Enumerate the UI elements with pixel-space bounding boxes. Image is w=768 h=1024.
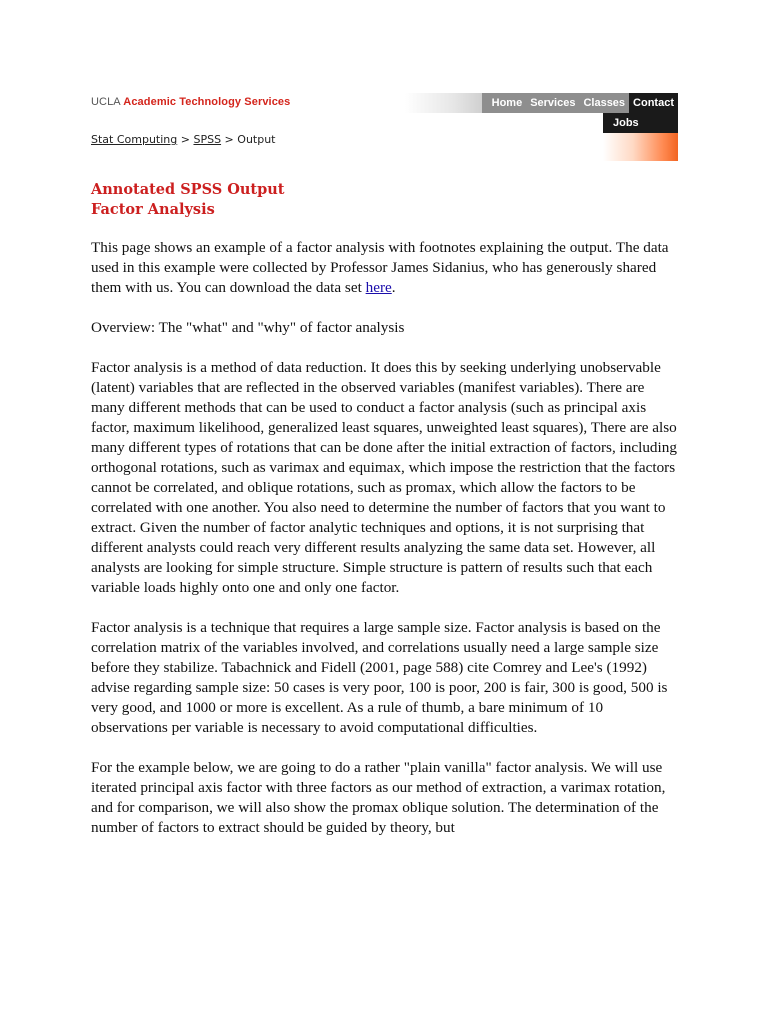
nav-contact-link[interactable]: Contact xyxy=(629,93,678,113)
nav-classes-link[interactable]: Classes xyxy=(583,97,626,109)
breadcrumb-separator: > xyxy=(221,133,238,146)
logo-ucla-text: UCLA xyxy=(91,96,121,108)
paragraph-sample-size: Factor analysis is a technique that requires a large sample size. Factor analysis is based on the correlation matrix of the variables involved, and correlations usually need a large sample size before they stabilize. Tabachnick and Fidell (2001, page 588) cite Comrey and Lee's (1992) advise regarding sample size: 50 cases is very poor, 100 is poor, 200 is fair, 300 is good, 500 is very good, and 1000 or more is excellent. As a rule of thumb, a bare minimum of 10 observations per variable is necessary to avoid computational difficulties. xyxy=(91,619,668,736)
data-download-link[interactable]: here xyxy=(365,279,392,296)
page-title xyxy=(91,180,285,220)
page-title-line2: Factor Analysis xyxy=(91,201,215,218)
intro-paragraph xyxy=(91,238,681,298)
page-title-line1: Annotated SPSS Output xyxy=(91,181,285,198)
nav-services-link[interactable]: Services xyxy=(530,97,576,109)
overview-heading: Overview: The "what" and "why" of factor analysis xyxy=(91,319,405,336)
nav-home-link[interactable]: Home xyxy=(491,97,523,109)
decorative-orange-strip xyxy=(603,133,678,161)
nav-jobs-link[interactable]: Jobs xyxy=(613,117,639,129)
breadcrumb xyxy=(91,133,276,146)
breadcrumb-spss-link[interactable]: SPSS xyxy=(193,133,222,146)
breadcrumb-separator: > xyxy=(177,133,194,146)
article-content xyxy=(91,238,681,858)
ucla-ats-logo[interactable] xyxy=(91,96,290,108)
breadcrumb-stat-computing-link[interactable]: Stat Computing xyxy=(91,133,178,146)
intro-text: This page shows an example of a factor analysis with footnotes explaining the output. The data used in this example were collected by Professor James Sidanius, who has generously shared them with us. You can download the data set xyxy=(91,239,669,296)
top-navigation xyxy=(482,93,678,113)
paragraph-example: For the example below, we are going to do a rather "plain vanilla" factor analysis. We will use iterated principal axis factor with three factors as our method of extraction, a varimax rotation, and for comparison, we will also show the promax oblique solution. The determination of the number of factors to extract should be guided by theory, but xyxy=(91,759,666,836)
jobs-bar xyxy=(603,113,678,133)
intro-text-end: . xyxy=(391,279,396,296)
breadcrumb-current: Output xyxy=(237,133,276,146)
paragraph-method: Factor analysis is a method of data reduction. It does this by seeking underlying unobservable (latent) variables that are reflected in the observed variables (manifest variables). There are many different methods that can be used to conduct a factor analysis (such as principal axis factor, maximum likelihood, generalized least squares, unweighted least squares), There are also many different types of rotations that can be done after the initial extraction of factors, including orthogonal rotations, such as varimax and equimax, which impose the restriction that the factors cannot be correlated, and oblique rotations, such as promax, which allow the factors to be correlated with one another. You also need to determine the number of factors that you want to extract. Given the number of factor analytic techniques and options, it is not surprising that different analysts could reach very different results analyzing the same data set. However, all analysts are looking for simple structure. Simple structure is pattern of results such that each variable loads highly onto one and only one factor. xyxy=(91,359,677,596)
logo-ats-text: Academic Technology Services xyxy=(123,96,291,108)
